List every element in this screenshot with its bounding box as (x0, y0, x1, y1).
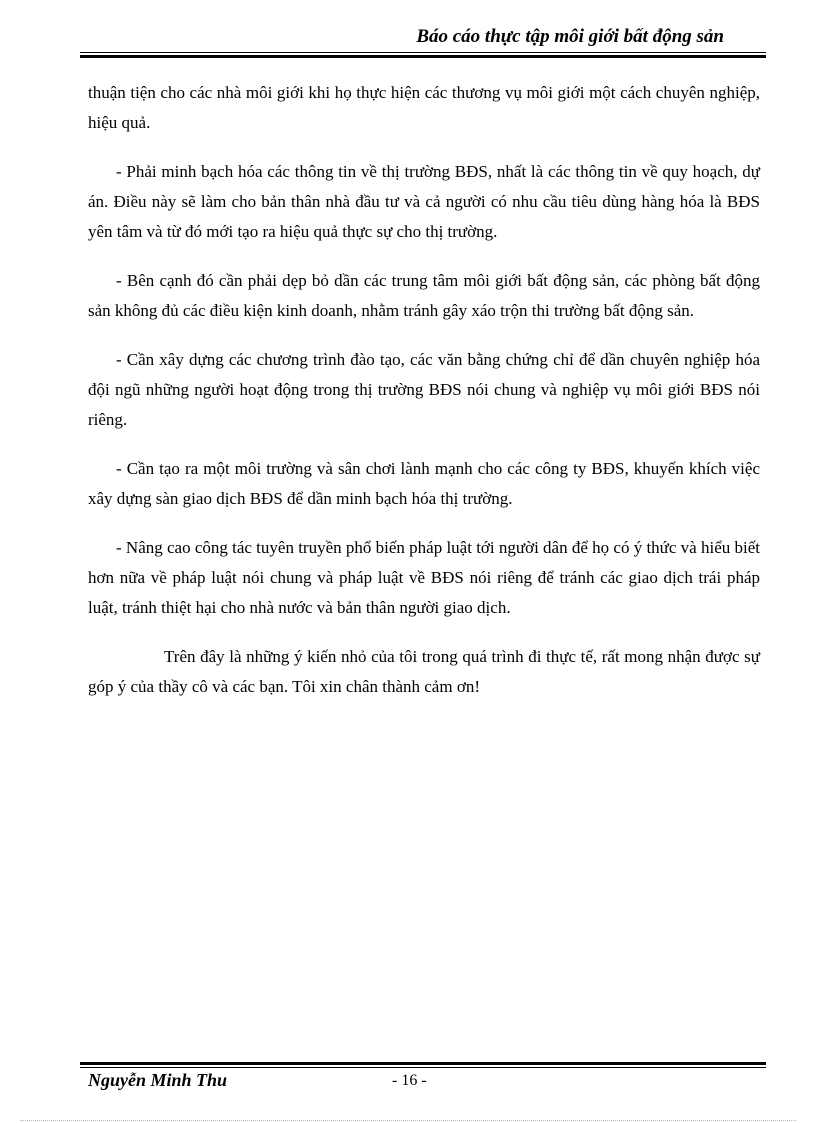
footer-author: Nguyễn Minh Thu (88, 1070, 228, 1090)
footer-rule-thin (80, 1067, 766, 1068)
header-rule-thin (80, 52, 766, 53)
paragraph-continuation: thuận tiện cho các nhà môi giới khi họ thực hiện các thương vụ môi giới một cách chuyên nghiệp, hiệu quả. (88, 83, 760, 132)
page-bottom-divider (20, 1120, 796, 1121)
paragraph-healthy-market: - Cần tạo ra một môi trường và sân chơi lành mạnh cho các công ty BĐS, khuyến khích việc xây dựng sàn giao dịch BĐS để dần minh bạch hóa thị trường. (88, 459, 760, 508)
footer-rule-thick (80, 1062, 766, 1065)
document-body (88, 78, 760, 721)
paragraph-closing: Trên đây là những ý kiến nhỏ của tôi trong quá trình đi thực tế, rất mong nhận được sự góp ý của thầy cô và các bạn. Tôi xin chân thành cảm ơn! (88, 647, 760, 696)
header-rule-thick (80, 55, 766, 58)
paragraph-legal-awareness: - Nâng cao công tác tuyên truyền phổ biến pháp luật tới người dân để họ có ý thức và hiểu biết hơn nữa về pháp luật nói chung và pháp luật về BĐS nói riêng để tránh các giao dịch trái pháp luật, tránh thiệt hại cho nhà nước và bản thân người giao dịch. (88, 538, 760, 617)
header-title: Báo cáo thực tập môi giới bất động sản (416, 26, 724, 47)
page-number: - 16 - (392, 1072, 427, 1089)
paragraph-remove-centers: - Bên cạnh đó cần phải dẹp bỏ dần các trung tâm môi giới bất động sản, các phòng bất động sản không đủ các điều kiện kinh doanh, nhằm tránh gây xáo trộn thi trường bất động sản. (88, 271, 760, 320)
paragraph-training: - Cần xây dựng các chương trình đào tạo, các văn bằng chứng chỉ để dần chuyên nghiệp hóa đội ngũ những người hoạt động trong thị trường BĐS nói chung và nghiệp vụ môi giới BĐS nói riêng. (88, 350, 760, 429)
paragraph-transparency: - Phải minh bạch hóa các thông tin về thị trường BĐS, nhất là các thông tin về quy hoạch, dự án. Điều này sẽ làm cho bản thân nhà đầu tư và cả người có nhu cầu tiêu dùng hàng hóa là BĐS yên tâm và từ đó mới tạo ra hiệu quả thực sự cho thị trường. (88, 162, 760, 241)
